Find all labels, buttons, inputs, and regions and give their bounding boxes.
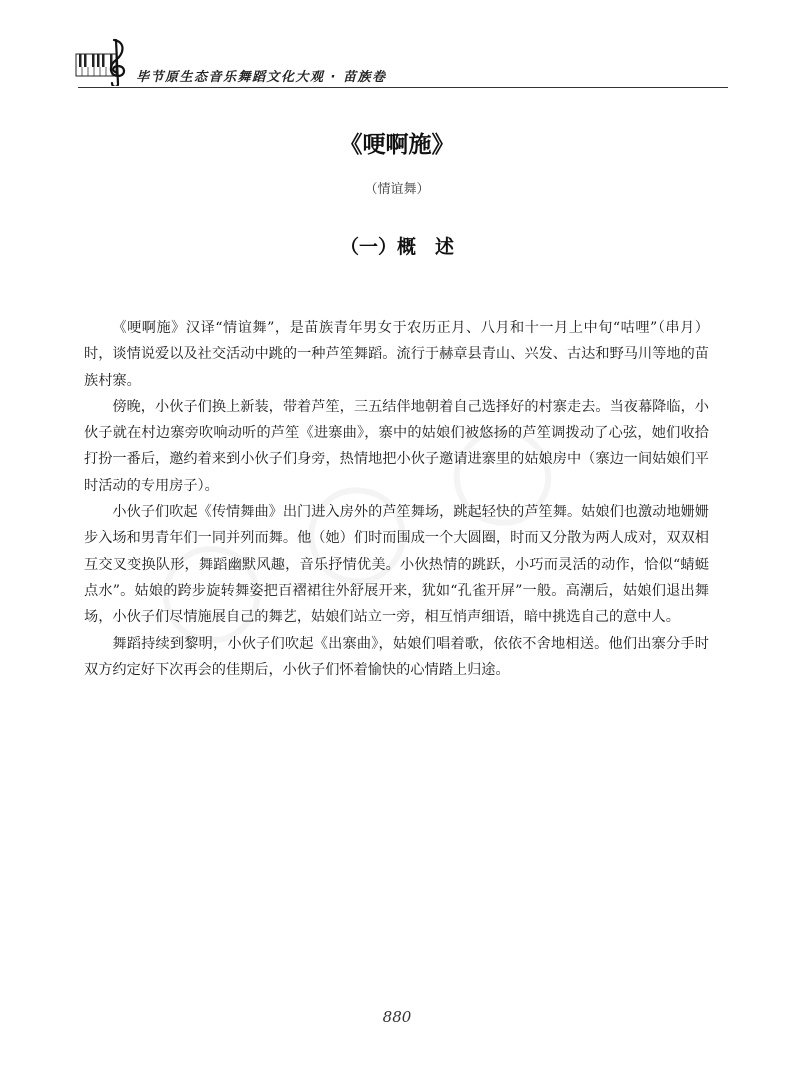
body-text: [84, 315, 709, 683]
paragraph: 小伙子们吹起《传情舞曲》出门进入房外的芦笙舞场，跳起轻快的芦笙舞。姑娘们也激动地姗姗步入场和男青年们一同并列而舞。他（她）们时而围成一个大圆圈，时而又分散为两人成对，双双相互交叉变换队形，舞蹈幽默风趣，音乐抒情优美。小伙热情的跳跃，小巧而灵活的动作，恰似“蜻蜓点水”。姑娘的跨步旋转舞姿把百褶裙往外舒展开来，犹如“孔雀开屏”一般。高潮后，姑娘们退出舞场，小伙子们尽情施展自己的舞艺，姑娘们站立一旁，相互悄声细语，暗中挑选自己的意中人。: [84, 504, 709, 626]
paragraph: 《哽啊施》汉译“情谊舞”，是苗族青年男女于农历正月、八月和十一月上中旬“咕哩”（串月）时，谈情说爱以及社交活动中跳的一种芦笙舞蹈。流行于赫章县青山、兴发、古达和野马川等地的苗族村寨。: [84, 320, 709, 389]
piano-treble-clef-icon: [74, 36, 132, 86]
page-title: 《哽啊施》: [339, 132, 455, 158]
header-divider: [78, 87, 728, 88]
running-header-title: 毕节原生态音乐舞蹈文化大观 · 苗族卷: [136, 70, 387, 85]
section-heading: （一）概 述: [339, 236, 454, 258]
running-header: [70, 36, 730, 92]
page-number: 880: [382, 1008, 412, 1026]
paragraph: 傍晚，小伙子们换上新装，带着芦笙，三五结伴地朝着自己选择好的村寨走去。当夜幕降临，小伙子就在村边寨旁吹响动听的芦笙《进寨曲》，寨中的姑娘们被悠扬的芦笙调拨动了心弦，她们收拾打扮一番后，邀约着来到小伙子们身旁，热情地把小伙子邀请进寨里的姑娘房中（寨边一间姑娘们平时活动的专用房子）。: [84, 398, 709, 494]
page-subtitle: （情谊舞）: [364, 182, 430, 197]
paragraph: 舞蹈持续到黎明，小伙子们吹起《出寨曲》，姑娘们唱着歌，依依不舍地相送。他们出寨分手时双方约定好下次再会的佳期后，小伙子们怀着愉快的心情踏上归途。: [84, 635, 709, 678]
